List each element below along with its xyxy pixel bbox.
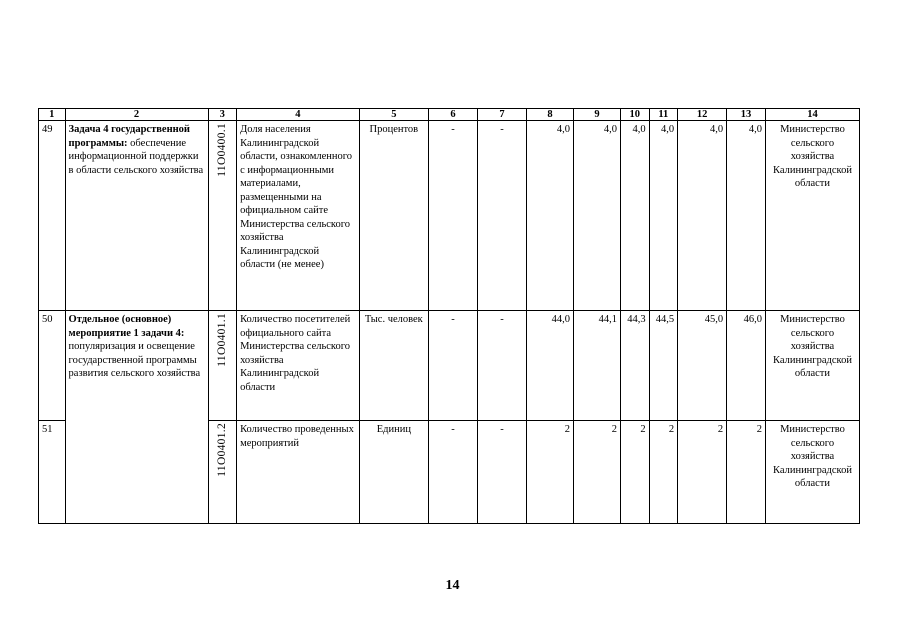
value-col10: 2 <box>620 421 649 524</box>
code-cell <box>208 421 237 524</box>
indicator-code: 11О0400.1 <box>215 123 228 177</box>
unit: Процентов <box>359 121 428 311</box>
table-header-row <box>39 109 860 121</box>
responsible: Министерство сельского хозяйства Калининградской области <box>765 421 859 524</box>
header-cell: 10 <box>620 109 649 121</box>
table-row <box>39 121 860 311</box>
table-row <box>39 311 860 421</box>
indicator-name: Количество проведенных мероприятий <box>237 421 360 524</box>
code-cell <box>208 311 237 421</box>
value-col11: 44,5 <box>649 311 678 421</box>
value-col9: 4,0 <box>574 121 621 311</box>
header-cell: 5 <box>359 109 428 121</box>
value-col10: 44,3 <box>620 311 649 421</box>
page-number: 14 <box>445 578 460 593</box>
header-cell: 7 <box>478 109 527 121</box>
value-col13: 2 <box>727 421 766 524</box>
task-description: обеспечение информационной поддержки в области сельского хозяйства <box>68 137 204 176</box>
value-col6: - <box>429 421 478 524</box>
value-col12: 2 <box>678 421 727 524</box>
code-cell <box>208 121 237 311</box>
value-col6: - <box>429 121 478 311</box>
value-col11: 4,0 <box>649 121 678 311</box>
header-cell: 9 <box>574 109 621 121</box>
task-cell <box>65 121 208 311</box>
value-col9: 44,1 <box>574 311 621 421</box>
task-cell <box>65 311 208 524</box>
indicator-code: 11О0401.2 <box>215 423 228 477</box>
responsible: Министерство сельского хозяйства Калининградской области <box>765 311 859 421</box>
header-cell: 13 <box>727 109 766 121</box>
task-title: Отдельное (основное) мероприятие 1 задачи 4: <box>68 314 185 339</box>
header-cell: 1 <box>39 109 66 121</box>
header-cell: 2 <box>65 109 208 121</box>
indicator-name: Количество посетителей официального сайта Министерства сельского хозяйства Калининградской области <box>237 311 360 421</box>
unit: Единиц <box>359 421 428 524</box>
value-col7: - <box>478 121 527 311</box>
value-col8: 2 <box>527 421 574 524</box>
value-col13: 46,0 <box>727 311 766 421</box>
row-number: 50 <box>39 311 66 421</box>
value-col8: 44,0 <box>527 311 574 421</box>
task-description: популяризация и освещение государственной программы развития сельского хозяйства <box>68 341 201 379</box>
header-cell: 8 <box>527 109 574 121</box>
header-cell: 3 <box>208 109 237 121</box>
indicator-code: 11О0401.1 <box>215 313 228 367</box>
header-cell: 4 <box>237 109 360 121</box>
value-col13: 4,0 <box>727 121 766 311</box>
indicator-name: Доля населения Калининградской области, ознакомленного с информационными материалами, размещенными на официальном сайте Министерства сельского хозяйства Калининградской области (не менее) <box>237 121 360 311</box>
value-col9: 2 <box>574 421 621 524</box>
header-cell: 11 <box>649 109 678 121</box>
value-col11: 2 <box>649 421 678 524</box>
header-cell: 6 <box>429 109 478 121</box>
task-title: Задача 4 государственной программы: <box>68 124 190 149</box>
responsible: Министерство сельского хозяйства Калининградской области <box>765 121 859 311</box>
value-col7: - <box>478 311 527 421</box>
row-number: 51 <box>39 421 66 524</box>
indicators-table <box>38 108 860 524</box>
value-col8: 4,0 <box>527 121 574 311</box>
header-cell: 14 <box>765 109 859 121</box>
value-col12: 4,0 <box>678 121 727 311</box>
row-number: 49 <box>39 121 66 311</box>
value-col6: - <box>429 311 478 421</box>
value-col7: - <box>478 421 527 524</box>
value-col12: 45,0 <box>678 311 727 421</box>
value-col10: 4,0 <box>620 121 649 311</box>
unit: Тыс. человек <box>359 311 428 421</box>
header-cell: 12 <box>678 109 727 121</box>
